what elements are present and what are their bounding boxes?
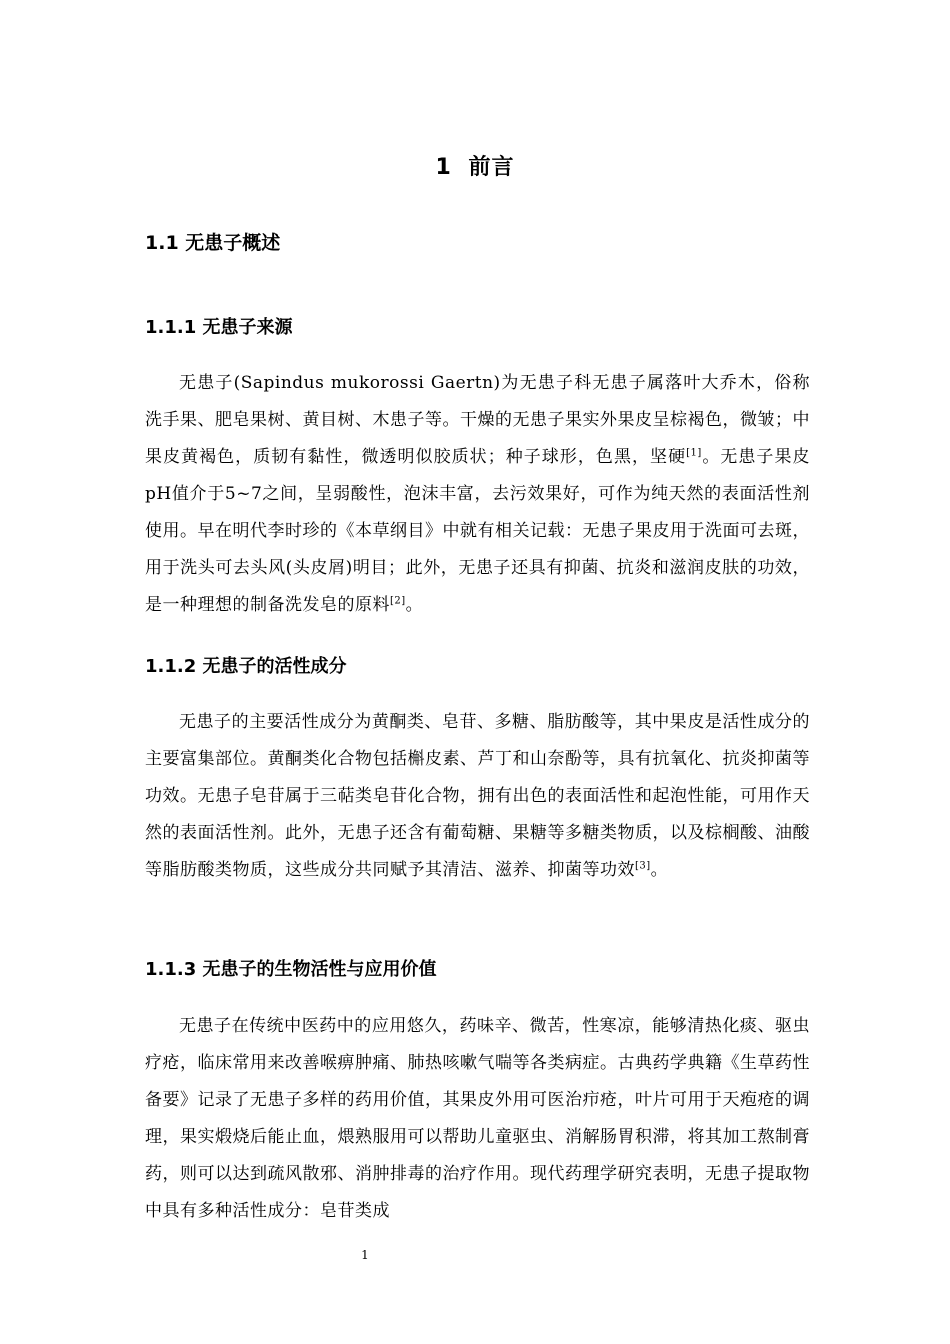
paragraph-source-text-b: 。无患子果皮pH值介于5~7之间，呈弱酸性，泡沫丰富，去污效果好，可作为纯天然的表面活性剂使用。早在明代李时珍的《本草纲目》中就有相关记载：无患子果皮用于洗面可去斑，用于洗头可去头风(头皮屑)明目；此外，无患子还具有抑菌、抗炎和滋润皮肤的功效，是一种理想的制备洗发皂的原料: [145, 447, 811, 615]
paragraph-active-ingredients-text-a: 无患子的主要活性成分为黄酮类、皂苷、多糖、脂肪酸等，其中果皮是活性成分的主要富集部位。黄酮类化合物包括槲皮素、芦丁和山奈酚等，具有抗氧化、抗炎抑菌等功效。无患子皂苷属于三萜类皂苷化合物，拥有出色的表面活性和起泡性能，可用作天然的表面活性剂。此外，无患子还含有葡萄糖、果糖等多糖类物质，以及棕榈酸、油酸等脂肪酸类物质，这些成分共同赋予其清洁、滋养、抑菌等功效: [145, 712, 810, 880]
paragraph-bioactivity: 无患子在传统中医药中的应用悠久，药味辛、微苦，性寒凉，能够清热化痰、驱虫疗疮，临床常用来改善喉痹肿痛、肺热咳嗽气喘等各类病症。古典药学典籍《生草药性备要》记录了无患子多样的药用价值，其果皮外用可医治疖疮，叶片可用于天疱疮的调理，果实煅烧后能止血，煨熟服用可以帮助儿童驱虫、消解肠胃积滞，将其加工熬制膏药，则可以达到疏风散邪、消肿排毒的治疗作用。现代药理学研究表明，无患子提取物中具有多种活性成分：皂苷类成: [145, 1016, 810, 1221]
page-number: 1: [361, 1248, 369, 1262]
chapter-title: 1 前言: [435, 155, 515, 180]
paragraph-source-text-c: 。: [405, 595, 424, 615]
paragraph-source: [145, 365, 810, 624]
section-heading-1-1-2: 1.1.2 无患子的活性成分: [145, 656, 347, 677]
paragraph-active-ingredients-text-b: 。: [650, 860, 669, 880]
section-heading-1-1-3: 1.1.3 无患子的生物活性与应用价值: [145, 959, 437, 980]
citation-2: [2]: [390, 595, 406, 607]
section-heading-1-1: 1.1 无患子概述: [145, 232, 281, 254]
paragraph-source-text-a: 无患子(Sapindus mukorossi Gaertn)为无患子科无患子属落叶大乔木，俗称洗手果、肥皂果树、黄目树、木患子等。干燥的无患子果实外果皮呈棕褐色，微皱；中果皮黄褐色，质韧有黏性，微透明似胶质状；种子球形，色黑，坚硬: [145, 373, 810, 467]
citation-1: [1]: [686, 447, 702, 459]
citation-3: [3]: [635, 860, 651, 872]
section-heading-1-1-1: 1.1.1 无患子来源: [145, 317, 293, 338]
paragraph-active-ingredients: [145, 704, 810, 889]
